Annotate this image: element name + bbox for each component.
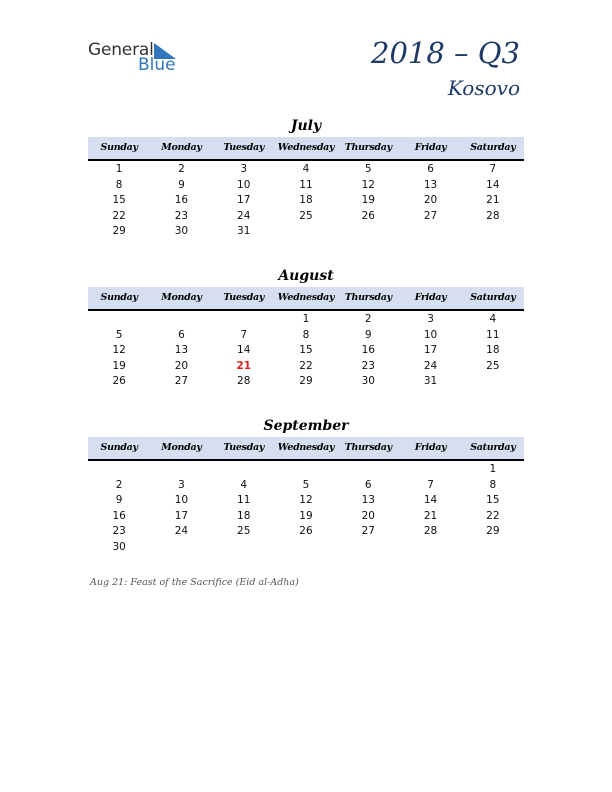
weekday-wednesday: Wednesday — [277, 442, 335, 453]
day-cell: 3 — [178, 478, 185, 491]
day-cell: 31 — [423, 375, 438, 387]
day-cell: 15 — [486, 494, 500, 506]
day-cell — [275, 540, 337, 556]
day-cell: 2 — [364, 313, 372, 325]
weekday-sunday: Sunday — [100, 142, 138, 153]
day-cell: 15 — [299, 344, 313, 356]
day-cell: 10 — [423, 328, 438, 341]
month-july — [88, 115, 524, 240]
day-cell: 7 — [240, 328, 248, 341]
weekday-wednesday: Wednesday — [277, 292, 335, 303]
day-cell — [337, 540, 399, 556]
day-cell: 25 — [237, 525, 251, 537]
holiday-note: Aug 21: Feast of the Sacrifice (Eid al-Adha) — [90, 577, 299, 588]
day-cell — [150, 312, 212, 328]
day-cell — [399, 540, 461, 556]
weekday-header — [88, 437, 524, 461]
day-cell: 5 — [302, 478, 310, 491]
day-cell: 28 — [486, 209, 500, 222]
day-cell: 24 — [423, 359, 438, 372]
week-row — [88, 178, 524, 194]
weekday-saturday: Saturday — [470, 292, 516, 303]
day-cell: 2 — [115, 478, 123, 491]
day-cell: 12 — [299, 494, 313, 506]
day-cell — [275, 224, 337, 240]
day-cell: 14 — [237, 344, 251, 356]
day-cell: 20 — [174, 359, 189, 372]
weekday-header — [88, 287, 524, 311]
day-cell: 28 — [423, 525, 438, 537]
weekday-thursday: Thursday — [344, 442, 392, 453]
day-cell: 7 — [427, 478, 434, 491]
day-cell: 10 — [237, 178, 251, 191]
day-cell: 11 — [237, 494, 251, 506]
week-row — [88, 209, 524, 225]
day-cell: 22 — [486, 509, 500, 522]
day-cell: 9 — [364, 328, 372, 341]
day-cell: 30 — [112, 540, 126, 553]
week-row — [88, 224, 524, 240]
day-cell: 24 — [237, 209, 251, 222]
day-cell — [213, 462, 275, 478]
weekday-sunday: Sunday — [100, 442, 138, 453]
week-row — [88, 524, 524, 540]
day-cell: 4 — [302, 163, 310, 175]
day-cell: 22 — [299, 359, 313, 372]
day-cell: 20 — [423, 194, 438, 206]
day-cell: 19 — [361, 194, 375, 206]
day-cell: 30 — [361, 375, 375, 387]
day-cell: 21 — [423, 509, 438, 522]
day-cell: 17 — [423, 344, 438, 356]
day-cell: 6 — [178, 328, 185, 341]
holiday-day-cell: 21 — [236, 359, 252, 372]
weekday-friday: Friday — [414, 292, 447, 303]
week-row — [88, 478, 524, 494]
day-cell: 21 — [486, 194, 500, 206]
day-cell: 19 — [299, 509, 313, 522]
weekday-thursday: Thursday — [344, 292, 392, 303]
weekday-friday: Friday — [414, 442, 447, 453]
day-cell — [275, 462, 337, 478]
day-cell: 7 — [489, 163, 497, 175]
day-cell — [399, 224, 461, 240]
week-row — [88, 493, 524, 509]
day-cell: 29 — [112, 225, 126, 237]
month-title: July — [290, 118, 322, 134]
day-cell: 11 — [299, 178, 313, 191]
day-cell: 5 — [115, 328, 123, 341]
day-cell: 1 — [302, 313, 310, 325]
day-cell: 26 — [299, 525, 313, 537]
week-row — [88, 162, 524, 178]
day-cell: 5 — [364, 163, 372, 175]
day-cell: 10 — [174, 494, 189, 506]
weekday-saturday: Saturday — [470, 142, 516, 153]
day-cell: 31 — [237, 225, 251, 237]
day-cell: 18 — [299, 194, 313, 206]
day-cell: 27 — [361, 525, 375, 537]
day-cell: 23 — [174, 209, 189, 222]
day-cell: 13 — [174, 344, 189, 356]
day-cell: 20 — [361, 509, 375, 522]
month-days — [88, 311, 524, 390]
day-cell: 25 — [486, 359, 500, 372]
week-row — [88, 359, 524, 375]
month-august — [88, 265, 524, 390]
day-cell: 27 — [423, 209, 438, 222]
day-cell — [337, 224, 399, 240]
week-row — [88, 343, 524, 359]
day-cell — [213, 540, 275, 556]
week-row — [88, 374, 524, 390]
day-cell: 16 — [112, 509, 126, 522]
day-cell: 4 — [489, 313, 497, 325]
day-cell — [150, 462, 212, 478]
day-cell: 12 — [112, 344, 126, 356]
day-cell: 8 — [115, 178, 123, 191]
week-row — [88, 509, 524, 525]
day-cell — [88, 462, 150, 478]
day-cell: 26 — [361, 209, 375, 222]
day-cell — [399, 462, 461, 478]
day-cell: 18 — [237, 509, 251, 522]
day-cell: 30 — [174, 225, 189, 237]
month-title: September — [263, 418, 349, 434]
day-cell: 9 — [115, 494, 123, 506]
day-cell: 18 — [486, 344, 500, 356]
day-cell: 17 — [174, 509, 189, 522]
day-cell: 6 — [364, 478, 372, 491]
day-cell: 13 — [423, 178, 438, 191]
weekday-thursday: Thursday — [344, 142, 392, 153]
day-cell: 1 — [115, 163, 123, 175]
day-cell — [462, 224, 524, 240]
day-cell — [213, 312, 275, 328]
day-cell — [462, 540, 524, 556]
day-cell: 27 — [174, 375, 189, 387]
day-cell: 23 — [112, 525, 126, 537]
weekday-sunday: Sunday — [100, 292, 138, 303]
week-row — [88, 540, 524, 556]
day-cell: 13 — [361, 494, 375, 506]
day-cell — [88, 312, 150, 328]
day-cell: 14 — [486, 178, 500, 191]
page-title: 2018 – Q3 — [371, 36, 520, 70]
day-cell — [150, 540, 212, 556]
day-cell: 29 — [299, 375, 313, 387]
weekday-tuesday: Tuesday — [223, 442, 265, 453]
logo-text-general: General — [88, 40, 154, 60]
day-cell: 1 — [489, 463, 497, 475]
day-cell: 2 — [178, 163, 185, 175]
day-cell: 8 — [302, 328, 310, 341]
generalblue-logo — [88, 40, 198, 80]
day-cell: 19 — [112, 359, 126, 372]
week-row — [88, 193, 524, 209]
day-cell: 24 — [174, 525, 189, 537]
day-cell: 3 — [240, 163, 248, 175]
day-cell: 9 — [178, 178, 185, 191]
month-days — [88, 161, 524, 240]
day-cell: 16 — [361, 344, 375, 356]
day-cell: 6 — [427, 163, 434, 175]
weekday-monday: Monday — [161, 442, 202, 453]
day-cell — [337, 462, 399, 478]
weekday-tuesday: Tuesday — [223, 142, 265, 153]
month-days — [88, 461, 524, 555]
day-cell: 16 — [174, 194, 189, 206]
month-title: August — [278, 268, 334, 284]
day-cell: 12 — [361, 178, 375, 191]
day-cell: 28 — [237, 375, 251, 387]
day-cell: 14 — [423, 494, 438, 506]
weekday-friday: Friday — [414, 142, 447, 153]
week-row — [88, 462, 524, 478]
month-september — [88, 415, 524, 555]
weekday-saturday: Saturday — [470, 442, 516, 453]
logo-text-blue: Blue — [138, 55, 176, 75]
weekday-wednesday: Wednesday — [277, 142, 335, 153]
weekday-header — [88, 137, 524, 161]
week-row — [88, 328, 524, 344]
day-cell: 26 — [112, 375, 126, 387]
day-cell: 29 — [486, 525, 500, 537]
day-cell: 22 — [112, 209, 126, 222]
day-cell: 17 — [237, 194, 251, 206]
weekday-monday: Monday — [161, 292, 202, 303]
weekday-tuesday: Tuesday — [223, 292, 265, 303]
day-cell: 8 — [489, 478, 497, 491]
day-cell: 25 — [299, 209, 313, 222]
day-cell: 11 — [486, 328, 500, 341]
day-cell: 4 — [240, 478, 248, 491]
day-cell: 3 — [427, 313, 434, 325]
day-cell: 23 — [361, 359, 375, 372]
weekday-monday: Monday — [161, 142, 202, 153]
day-cell: 15 — [112, 194, 126, 206]
country-name: Kosovo — [447, 76, 520, 100]
day-cell — [462, 374, 524, 390]
week-row — [88, 312, 524, 328]
